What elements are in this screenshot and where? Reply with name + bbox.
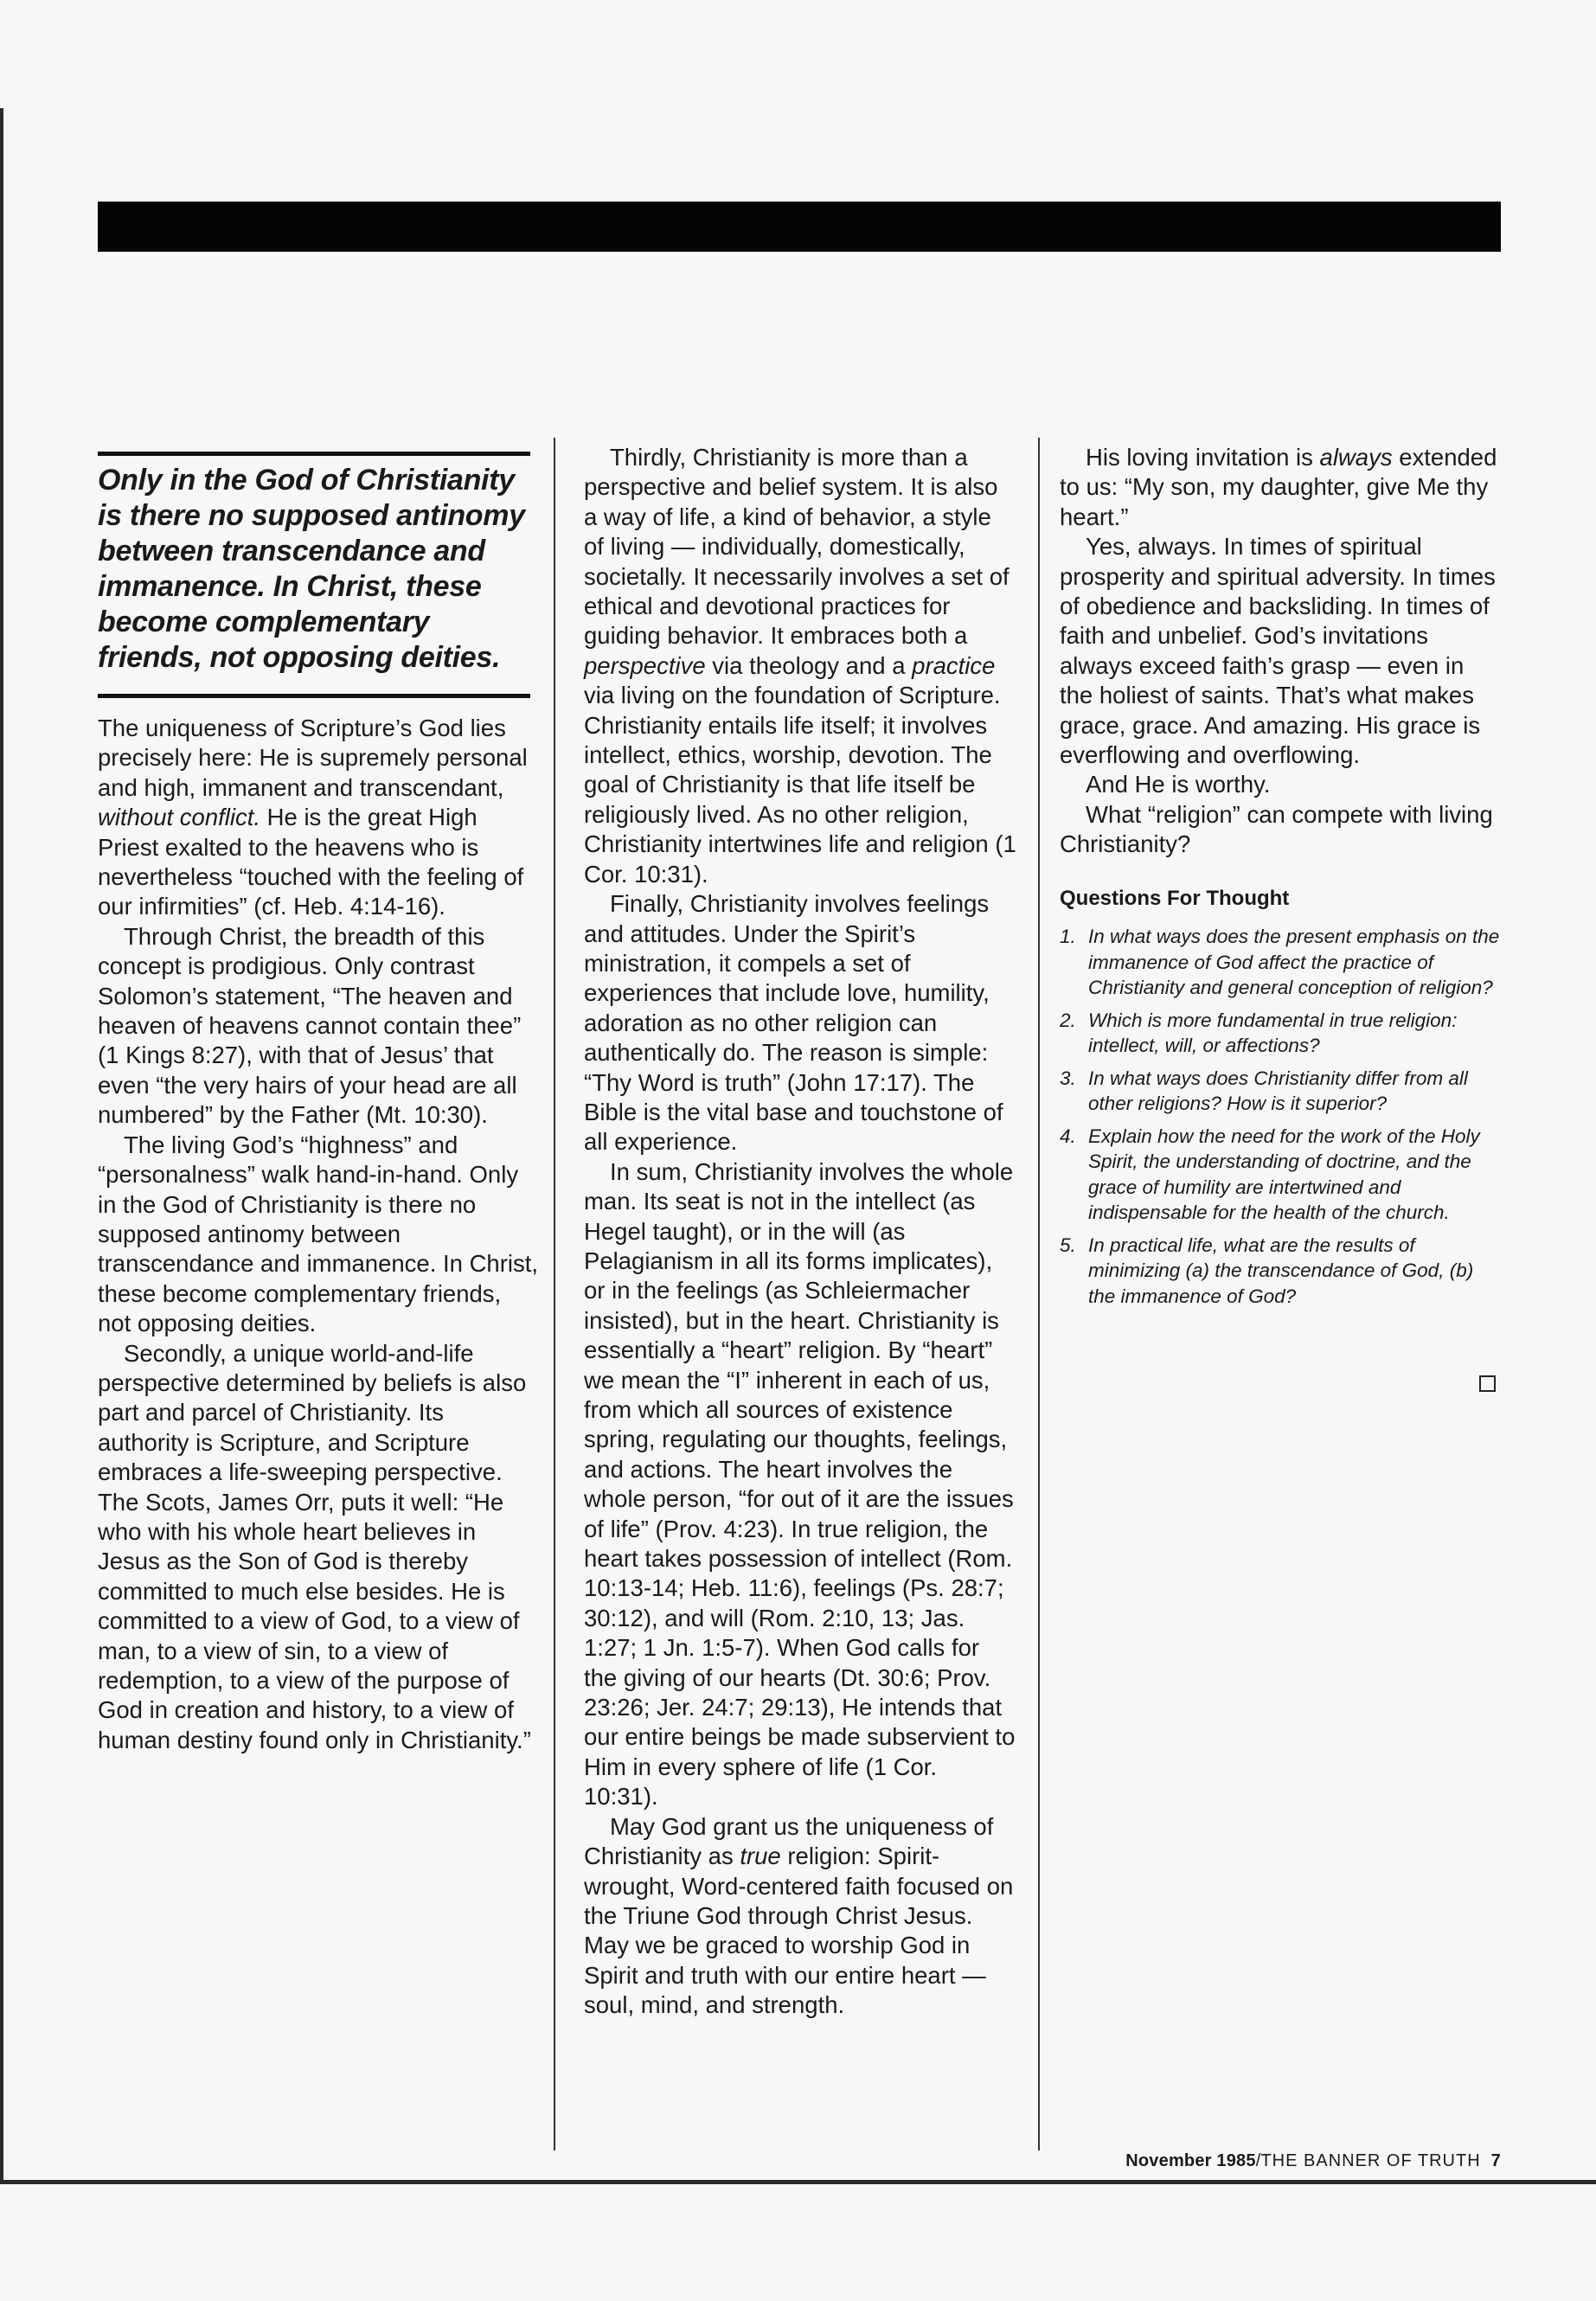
column-1 xyxy=(98,714,539,1755)
pull-quote-rule-bottom xyxy=(98,694,530,698)
pull-quote-rule-top xyxy=(98,452,530,456)
page-edge-left xyxy=(0,108,3,2184)
paragraph: Finally, Christianity involves feelings and attitudes. Under the Spirit’s ministration, it compels a set of experiences that include love, humility, adoration as no other religion can authentically do. The reason is simple: “Thy Word is truth” (John 17:17). The Bible is the vital base and touchstone of all experience. xyxy=(584,890,1003,1156)
column-2 xyxy=(584,443,1016,2021)
question-item: 5. In practical life, what are the results of minimizing (a) the transcendance of God, (b) the immanence of God? xyxy=(1060,1234,1474,1307)
paragraph: And He is worthy. xyxy=(1086,771,1271,798)
paragraph: The living God’s “highness” and “personalness” walk hand-in-hand. Only in the God of Christianity is there no supposed antinomy between transcendance and immanence. In Christ, these become complementary friends, not opposing deities. xyxy=(98,1131,539,1337)
footer-date: November 1985 xyxy=(1125,2151,1256,2170)
questions-heading: Questions For Thought xyxy=(1060,886,1290,910)
column-rule-1 xyxy=(554,438,555,2150)
page-footer xyxy=(1125,2151,1501,2171)
footer-separator: / xyxy=(1255,2151,1261,2170)
paragraph: What “religion” can compete with living Christianity? xyxy=(1060,800,1493,858)
question-item: 2. Which is more fundamental in true religion: intellect, will, or affections? xyxy=(1060,1009,1458,1057)
column-rule-2 xyxy=(1038,438,1040,2150)
paragraph: His loving invitation is always extended to us: “My son, my daughter, give Me thy heart.” xyxy=(1060,444,1497,530)
paragraph: The uniqueness of Scripture’s God lies precisely here: He is supremely personal and high, immanent and transcendant, without conflict. He is the great High Priest exalted to the heavens who is nevertheless “touched with the feeling of our infirmities” (cf. Heb. 4:14-16). xyxy=(98,715,528,920)
end-mark-icon xyxy=(1479,1375,1496,1392)
page-edge-bottom xyxy=(0,2180,1596,2184)
paragraph: In sum, Christianity involves the whole man. Its seat is not in the intellect (as Hegel taught), or in the will (as Pelagianism in all its forms implicates), or in the feelings (as Schleiermacher insisted), but in the heart. Christianity is essentially a “heart” religion. By “heart” we mean the “I” inherent in each of us, from which all sources of existence spring, regulating our thoughts, feelings, and actions. The heart involves the whole person, “for out of it are the issues of life” (Prov. 4:23). In true religion, the heart takes possession of intellect (Rom. 10:13-14; Heb. 11:6), feelings (Ps. 28:7; 30:12), and will (Rom. 2:10, 13; Jas. 1:27; 1 Jn. 1:5-7). When God calls for the giving of our hearts (Dt. 30:6; Prov. 23:26; Jer. 24:7; 29:13), He intends that our entire beings be made subservient to Him in every sphere of life (1 Cor. 10:31). xyxy=(584,1157,1016,1811)
question-item: 3. In what ways does Christianity differ from all other religions? How is it superior? xyxy=(1060,1067,1468,1115)
paragraph: May God grant us the uniqueness of Christianity as true religion: Spirit-wrought, Word-centered faith focused on the Triune God through Christ Jesus. May we be graced to worship God in Spirit and truth with our entire heart — soul, mind, and strength. xyxy=(584,1812,1014,2019)
footer-magazine: THE BANNER OF TRUTH xyxy=(1260,2151,1481,2170)
paragraph: Through Christ, the breadth of this concept is prodigious. Only contrast Solomon’s statement, “The heaven and heaven of heavens cannot contain thee” (1 Kings 8:27), with that of Jesus’ that even “the very hairs of your head are all numbered” by the Father (Mt. 10:30). xyxy=(98,922,522,1129)
question-item: 1. In what ways does the present emphasis on the immanence of God affect the practice of Christianity and general conception of religion? xyxy=(1060,926,1500,999)
question-item: 4. Explain how the need for the work of the Holy Spirit, the understanding of doctrine, and the grace of humility are intertwined and indispensable for the health of the church. xyxy=(1060,1125,1480,1224)
pull-quote: Only in the God of Christianity is there no supposed antinomy between transcendance and immanence. In Christ, these become complementary friends, not opposing deities. xyxy=(98,464,525,674)
header-black-bar xyxy=(98,202,1501,252)
paragraph: Yes, always. In times of spiritual prosperity and spiritual adversity. In times of obedience and backsliding. In times of faith and unbelief. God’s invitations always exceed faith’s grasp — even in the holiest of saints. That’s what makes grace, grace. And amazing. His grace is everflowing and overflowing. xyxy=(1060,533,1496,769)
column-3 xyxy=(1060,443,1501,1316)
paragraph: Secondly, a unique world-and-life perspective determined by beliefs is also part and parcel of Christianity. Its authority is Scripture, and Scripture embraces a life-sweeping perspective. The Scots, James Orr, puts it well: “He who with his whole heart believes in Jesus as the Son of God is thereby committed to much else besides. He is committed to a view of God, to a view of man, to a view of sin, to a view of redemption, to a view of the purpose of God in creation and history, to a view of human destiny found only in Christianity.” xyxy=(98,1339,531,1753)
page-number: 7 xyxy=(1490,2151,1501,2170)
paragraph: Thirdly, Christianity is more than a perspective and belief system. It is also a way of life, a kind of behavior, a style of living — individually, domestically, societally. It necessarily involves a set of ethical and devotional practices for guiding behavior. It embraces both a perspective via theology and a practice via living on the foundation of Scripture. Christianity entails life itself; it involves intellect, ethics, worship, devotion. The goal of Christianity is that life itself be religiously lived. As no other religion, Christianity intertwines life and religion (1 Cor. 10:31). xyxy=(584,444,1016,888)
questions-list xyxy=(1060,924,1501,1309)
